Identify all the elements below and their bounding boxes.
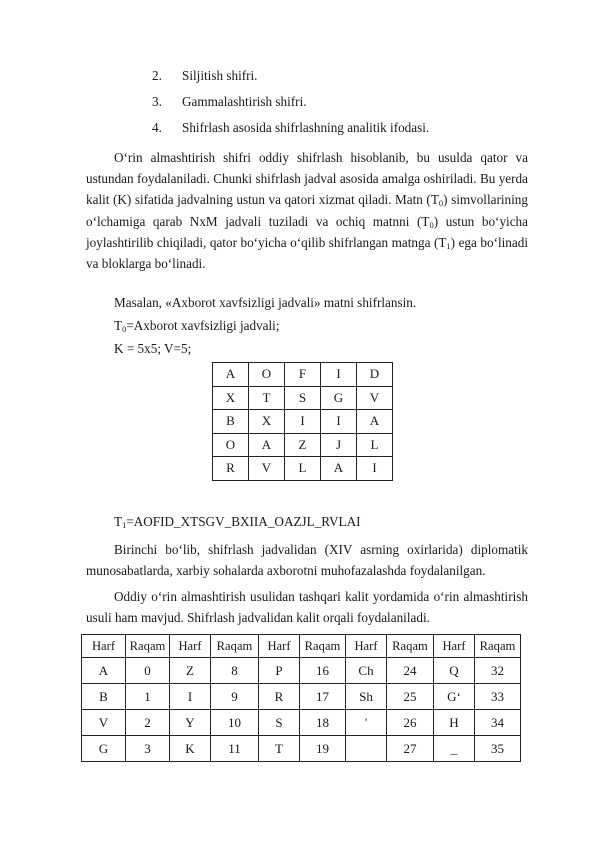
t0-prefix: T — [114, 318, 123, 333]
table-cell: Sh — [346, 684, 387, 710]
table-cell: I — [170, 684, 211, 710]
para2-text: Birinchi bo‘lib, shifrlash jadvalidan (XIV asrning oxirlarida) diplomatik munosabatlarda, xarbiy sohalarda axborotni muhofazalashda foydalanilgan. — [86, 542, 528, 579]
table-cell: 24 — [387, 658, 434, 684]
matrix-cell: T — [249, 386, 285, 410]
table-cell: 18 — [300, 710, 346, 736]
column-header: Raqam — [475, 635, 521, 658]
matrix-cell: L — [357, 433, 393, 457]
table-cell: 26 — [387, 710, 434, 736]
para1-text-d: ) ega bo‘linadi va bloklarga bo‘linadi. — [86, 234, 528, 272]
list-item — [152, 68, 257, 84]
table-cell: A — [82, 658, 126, 684]
table-row — [82, 684, 521, 710]
table-cell: H — [434, 710, 475, 736]
matrix-cell: I — [321, 410, 357, 434]
matrix-cell: V — [357, 386, 393, 410]
para1-text-a: O‘rin almashtirish shifri oddiy shifrlash hisoblanib, bu usulda qator va ustundan foydalaniladi. Chunki shifrlash jadval asosida amalga oshiriladi. Bu yerda kalit (K) sifatida jadvalning ustun va qatori xizmat qiladi. Matn (T — [86, 150, 528, 208]
table-cell: P — [259, 658, 300, 684]
list-item — [152, 94, 307, 110]
table-cell: 32 — [475, 658, 521, 684]
table-cell: Y — [170, 710, 211, 736]
matrix-cell: R — [213, 457, 249, 481]
table-row — [213, 433, 393, 457]
table-row — [82, 710, 521, 736]
cipher-matrix-table — [212, 362, 393, 481]
table-cell: R — [259, 684, 300, 710]
table-cell: G‘ — [434, 684, 475, 710]
column-header: Harf — [259, 635, 300, 658]
para1-text-c: ) ustun bo‘yicha joylashtirilib chiqiladi, qator bo‘yicha o‘qilib shifrlangan matnga (T — [86, 213, 528, 250]
para3-text: Oddiy o‘rin almashtirish usulidan tashqari kalit yordamida o‘rin almashtirish usuli ham mavjud. Shifrlash jadvalidan kalit orqali foydalaniladi. — [86, 589, 528, 626]
list-item-number: 2. — [152, 68, 162, 83]
table-cell: V — [82, 710, 126, 736]
table-cell: 34 — [475, 710, 521, 736]
table-cell: 17 — [300, 684, 346, 710]
matrix-cell: J — [321, 433, 357, 457]
matrix-cell: A — [321, 457, 357, 481]
para1-text-b: ) simvollarining o‘lchamiga qarab NxM jadvali tuziladi va ochiq matnni (T — [86, 192, 528, 229]
table-cell: G — [82, 736, 126, 762]
table-row — [213, 386, 393, 410]
matrix-cell: A — [213, 363, 249, 387]
table-cell: ' — [346, 710, 387, 736]
matrix-cell: O — [249, 363, 285, 387]
matrix-cell: D — [357, 363, 393, 387]
matrix-cell: L — [285, 457, 321, 481]
column-header: Harf — [346, 635, 387, 658]
column-header: Raqam — [211, 635, 259, 658]
table-cell: 27 — [387, 736, 434, 762]
table-cell: 35 — [475, 736, 521, 762]
list-item-text: Gammalashtirish shifri. — [182, 94, 307, 109]
column-header: Raqam — [126, 635, 170, 658]
matrix-cell: X — [249, 410, 285, 434]
column-header: Raqam — [300, 635, 346, 658]
table-cell: 19 — [300, 736, 346, 762]
matrix-cell: S — [285, 386, 321, 410]
t0-text: =Axborot xavfsizligi jadvali; — [126, 318, 280, 333]
table-cell: 8 — [211, 658, 259, 684]
list-item — [152, 120, 429, 136]
example-line: Masalan, «Axborot xavfsizligi jadvali» matni shifrlansin. — [114, 295, 417, 310]
t1-text: =AOFID_XTSGV_BXIIA_OAZJL_RVLAI — [126, 514, 361, 529]
table-row — [213, 363, 393, 387]
t0-line — [114, 318, 280, 334]
t0-sub: 0 — [122, 324, 127, 334]
table-cell: 0 — [126, 658, 170, 684]
column-header: Raqam — [387, 635, 434, 658]
matrix-cell: O — [213, 433, 249, 457]
t1-sub: 1 — [122, 520, 127, 530]
paragraph-key-method — [86, 586, 528, 628]
table-row — [213, 410, 393, 434]
list-item-number: 4. — [152, 120, 162, 135]
column-header: Harf — [82, 635, 126, 658]
column-header: Harf — [434, 635, 475, 658]
matrix-cell: I — [285, 410, 321, 434]
table-cell: 9 — [211, 684, 259, 710]
para1-sub-c: 1 — [446, 240, 451, 251]
table-row — [213, 457, 393, 481]
key-line: K = 5x5; V=5; — [114, 341, 192, 356]
table-cell: 11 — [211, 736, 259, 762]
alphabet-number-table — [81, 634, 521, 762]
matrix-cell: A — [249, 433, 285, 457]
matrix-cell: I — [357, 457, 393, 481]
table-cell: T — [259, 736, 300, 762]
table-cell: 1 — [126, 684, 170, 710]
table-cell: Ch — [346, 658, 387, 684]
matrix-cell: A — [357, 410, 393, 434]
matrix-cell: V — [249, 457, 285, 481]
list-item-text: Siljitish shifri. — [182, 68, 258, 83]
table-cell: 16 — [300, 658, 346, 684]
matrix-cell: I — [321, 363, 357, 387]
table-row — [82, 658, 521, 684]
table-cell: K — [170, 736, 211, 762]
matrix-cell: F — [285, 363, 321, 387]
table-cell: S — [259, 710, 300, 736]
table-cell: 33 — [475, 684, 521, 710]
table-cell: 25 — [387, 684, 434, 710]
matrix-cell: B — [213, 410, 249, 434]
table-cell: 10 — [211, 710, 259, 736]
list-item-number: 3. — [152, 94, 162, 109]
paragraph-transposition-cipher — [86, 147, 528, 274]
para1-sub-a: 0 — [438, 198, 444, 209]
table-cell: Q — [434, 658, 475, 684]
table-cell: _ — [434, 736, 475, 762]
t1-prefix: T — [114, 514, 123, 529]
table-row — [82, 736, 521, 762]
table-cell: 3 — [126, 736, 170, 762]
para1-sub-b: 0 — [429, 219, 434, 230]
column-header: Harf — [170, 635, 211, 658]
table-cell: 2 — [126, 710, 170, 736]
matrix-cell: G — [321, 386, 357, 410]
matrix-cell: X — [213, 386, 249, 410]
table-cell: Z — [170, 658, 211, 684]
t1-line — [114, 514, 361, 530]
list-item-text: Shifrlash asosida shifrlashning analitik ifodasi. — [182, 120, 430, 135]
table-cell: B — [82, 684, 126, 710]
paragraph-history — [86, 539, 528, 581]
matrix-cell: Z — [285, 433, 321, 457]
table-header-row — [82, 635, 521, 658]
table-cell — [346, 736, 387, 762]
